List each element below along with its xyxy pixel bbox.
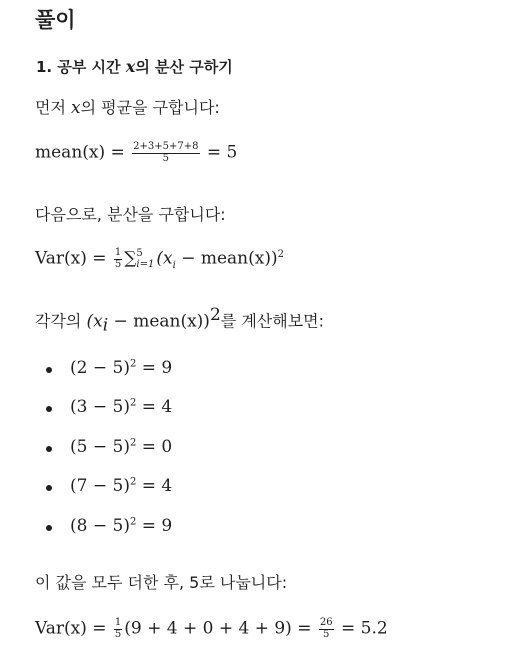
square-exp: 2	[129, 516, 137, 528]
var-term-sub: i	[172, 259, 176, 271]
mean-fraction	[132, 142, 199, 164]
mean-denominator: 5	[162, 152, 170, 164]
each-paragraph	[35, 305, 324, 336]
final-fraction-1	[114, 618, 122, 640]
square-exp: 2	[129, 397, 137, 409]
intro-suffix: 의 평균을 구합니다:	[80, 98, 220, 117]
square-exp: 2	[129, 476, 137, 488]
each-math-rest: − mean(x))	[108, 311, 210, 332]
mean-numerator: 2+3+5+7+8	[133, 141, 199, 152]
square-expression	[70, 437, 172, 457]
intro-prefix: 먼저	[35, 98, 71, 117]
final-f2-den: 5	[323, 628, 330, 640]
var-frac-den: 5	[114, 258, 122, 270]
final-rhs: = 5.2	[335, 618, 388, 639]
intro-paragraph	[35, 95, 220, 118]
each-prefix: 각각의	[35, 311, 87, 331]
var-fraction	[114, 248, 122, 270]
square-base: (5 − 5)	[70, 437, 130, 457]
square-result: = 4	[136, 476, 173, 496]
sum-paragraph: 이 값을 모두 더한 후, 5로 나눕니다:	[35, 573, 288, 592]
sum-upper: 5	[136, 248, 143, 259]
final-f2-num: 26	[319, 617, 333, 628]
var-term-rest: − mean(x))	[175, 248, 278, 269]
each-suffix: 를 계산해보면:	[220, 311, 324, 331]
section-title-var: x	[125, 57, 136, 76]
final-lhs: Var(x) =	[35, 618, 112, 639]
square-expression	[70, 358, 172, 378]
square-result: = 4	[136, 397, 173, 417]
square-expression	[70, 476, 172, 496]
square-expression	[70, 397, 172, 417]
bullet-icon	[46, 406, 52, 412]
final-f1-num: 1	[114, 617, 122, 628]
square-exp: 2	[129, 437, 137, 449]
var-exp: 2	[277, 248, 284, 260]
square-result: = 9	[136, 516, 173, 536]
final-equation	[35, 618, 388, 640]
sum-lower: i=1	[136, 259, 155, 270]
each-math: (x	[86, 311, 103, 332]
var-frac-num: 1	[114, 247, 122, 258]
intro-var: x	[71, 98, 81, 118]
each-sub: i	[102, 315, 109, 336]
page-heading: 풀이	[35, 8, 76, 32]
section-title-suffix: 의 분산 구하기	[135, 58, 233, 76]
var-lhs: Var(x) =	[35, 248, 112, 269]
bullet-icon	[46, 525, 52, 531]
final-f1-den: 5	[114, 628, 122, 640]
variance-equation	[35, 248, 284, 271]
bullet-icon	[46, 367, 52, 373]
mean-equation	[35, 142, 237, 164]
square-result: = 0	[136, 437, 173, 457]
square-expression	[70, 516, 172, 536]
var-term: (x	[156, 248, 173, 269]
final-fraction-2	[319, 618, 334, 640]
square-exp: 2	[129, 358, 137, 370]
square-base: (7 − 5)	[70, 476, 130, 496]
bullet-icon	[46, 485, 52, 491]
section-title-prefix: 1. 공부 시간	[36, 58, 126, 76]
sum-limits	[136, 248, 154, 270]
square-base: (8 − 5)	[70, 516, 130, 536]
square-base: (2 − 5)	[70, 358, 130, 378]
each-exp: 2	[209, 305, 221, 325]
sum-symbol: ∑	[124, 248, 137, 269]
next-paragraph: 다음으로, 분산을 구합니다:	[35, 205, 226, 224]
mean-lhs: mean(x) =	[35, 142, 131, 163]
final-paren: (9 + 4 + 0 + 4 + 9) =	[124, 618, 317, 639]
square-base: (3 − 5)	[70, 397, 130, 417]
bullet-icon	[46, 446, 52, 452]
mean-rhs: = 5	[201, 142, 238, 163]
section-title	[36, 56, 233, 77]
square-result: = 9	[136, 358, 173, 378]
